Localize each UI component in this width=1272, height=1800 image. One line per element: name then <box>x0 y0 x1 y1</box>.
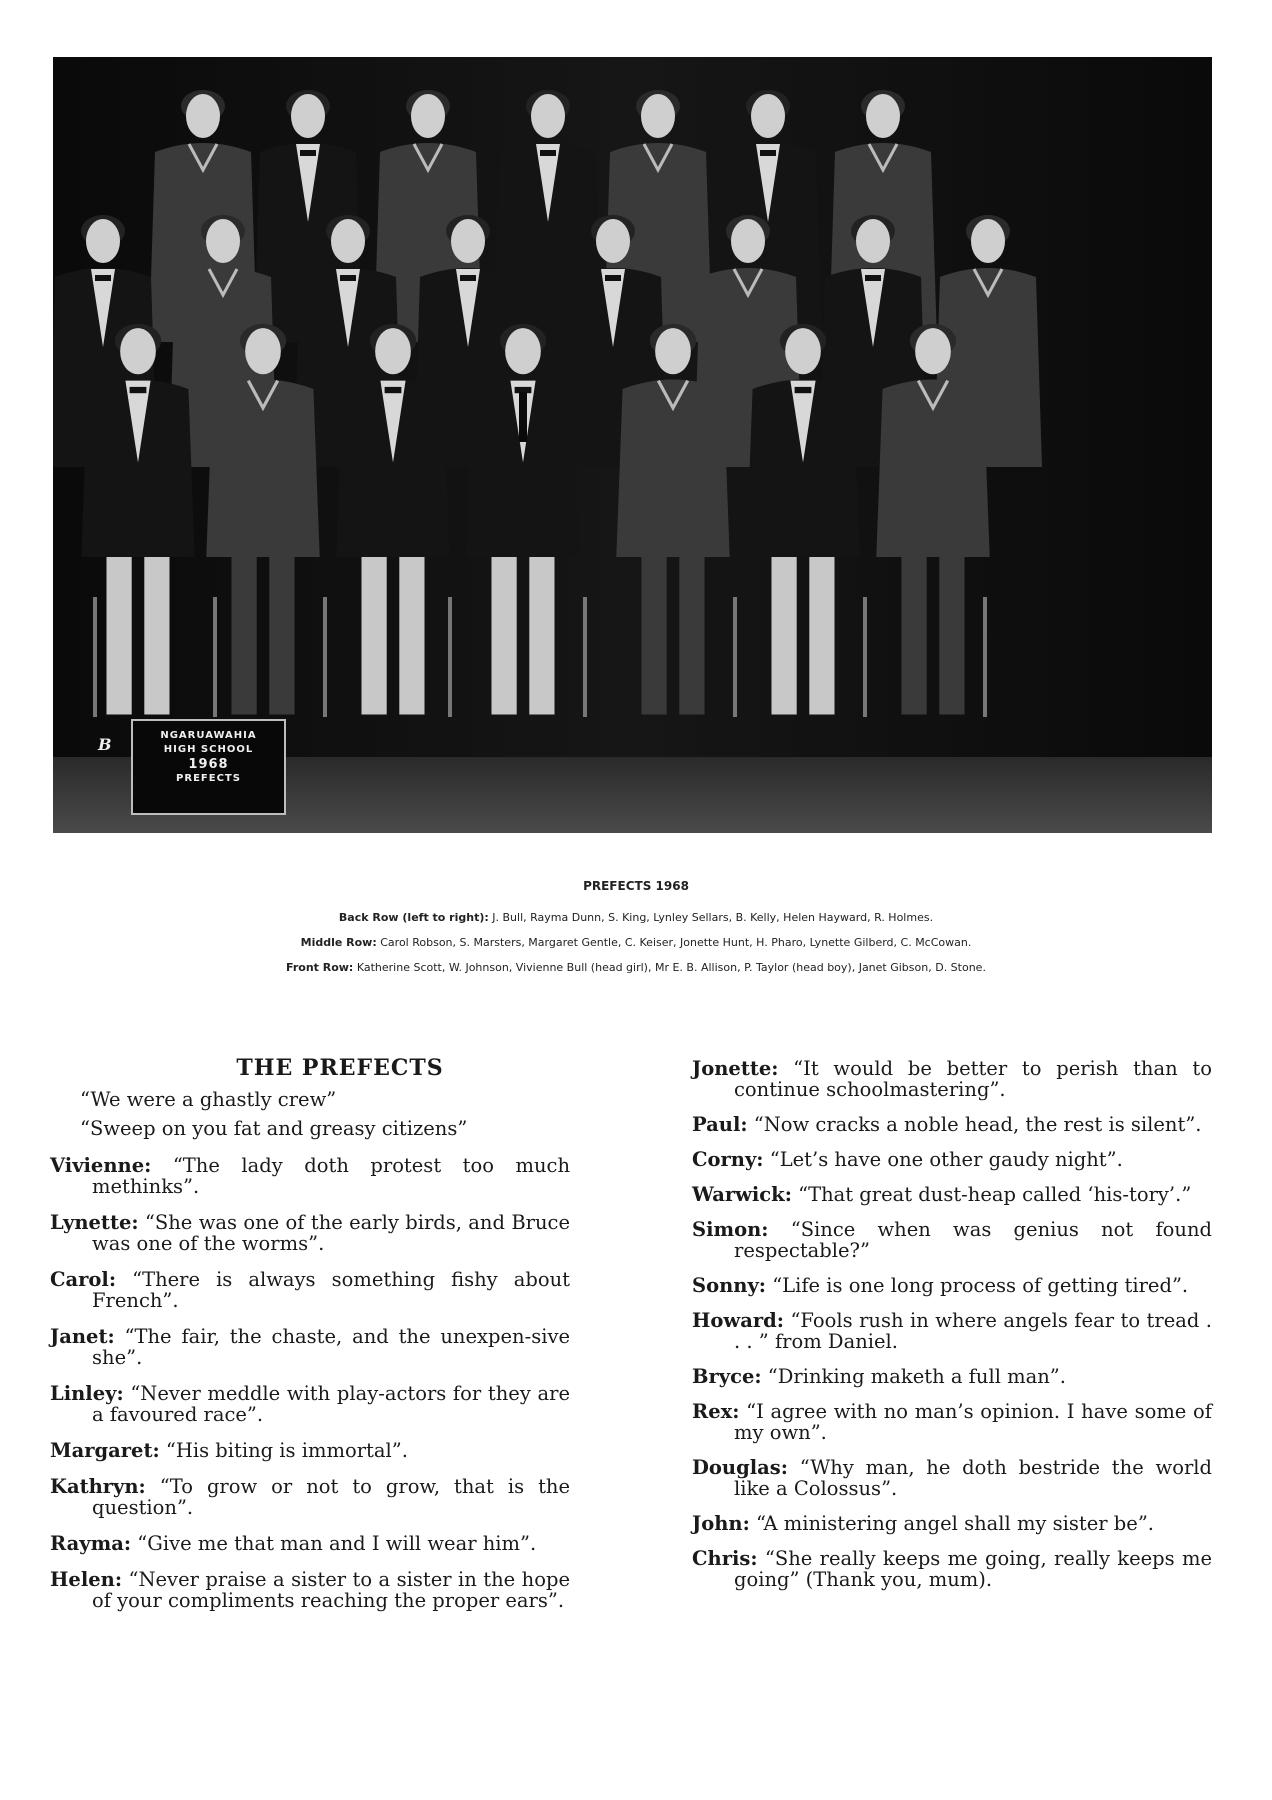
prefect-name: Howard: <box>692 1309 784 1332</box>
caption-row-names: Carol Robson, S. Marsters, Margaret Gentle, C. Keiser, Jonette Hunt, H. Pharo, Lynette Gilberd, C. McCowan. <box>380 936 972 949</box>
prefect-quote: “Now cracks a noble head, the rest is silent”. <box>753 1113 1202 1136</box>
caption-front-row <box>0 961 1272 974</box>
caption-row-label: Middle Row: <box>300 936 377 949</box>
prefect-quote-entry <box>50 1440 570 1461</box>
prefect-name: Linley: <box>50 1382 124 1405</box>
person-leg <box>939 557 964 715</box>
person-face <box>86 219 120 263</box>
prefect-quote: “The fair, the chaste, and the unexpen-sive she”. <box>92 1325 570 1369</box>
caption-back-row <box>0 911 1272 924</box>
prefect-quote: “His biting is immortal”. <box>165 1439 408 1462</box>
person-leg <box>772 557 797 715</box>
sign-line: NGARUAWAHIA <box>160 730 257 741</box>
bow-tie <box>540 150 556 156</box>
school-sign-board <box>131 719 286 815</box>
caption-row-names: J. Bull, Rayma Dunn, S. King, Lynley Sellars, B. Kelly, Helen Hayward, R. Holmes. <box>492 911 934 924</box>
person-face <box>186 94 220 138</box>
prefect-quote: “A ministering angel shall my sister be”. <box>756 1512 1154 1535</box>
prefect-quote: “Never praise a sister to a sister in the hope of your compliments reaching the proper ears”. <box>92 1568 570 1612</box>
person-face <box>206 219 240 263</box>
person-face <box>866 94 900 138</box>
person-face <box>505 328 541 374</box>
bow-tie <box>605 275 621 281</box>
prefect-quote: “Life is one long process of getting tired”. <box>772 1274 1189 1297</box>
chair-leg <box>93 597 97 717</box>
chair-leg <box>983 597 987 717</box>
group-photo-illustration <box>53 57 1212 833</box>
person-face <box>731 219 765 263</box>
prefect-quote: “Let’s have one other gaudy night”. <box>769 1148 1123 1171</box>
chair-leg <box>213 597 217 717</box>
person-face <box>331 219 365 263</box>
bow-tie <box>95 275 111 281</box>
prefect-name: Lynette: <box>50 1211 139 1234</box>
person-face <box>751 94 785 138</box>
prefect-quote-entry <box>692 1366 1212 1387</box>
prefect-quote-entry <box>50 1212 570 1254</box>
prefect-quote-entry <box>692 1513 1212 1534</box>
person-face <box>641 94 675 138</box>
sign-line: HIGH SCHOOL <box>163 744 254 755</box>
person-face <box>531 94 565 138</box>
person-leg <box>902 557 927 715</box>
prefect-name: Kathryn: <box>50 1475 146 1498</box>
person-face <box>411 94 445 138</box>
bow-tie <box>460 275 476 281</box>
prefect-quote: “There is always something fishy about French”. <box>92 1268 570 1312</box>
prefect-name: Helen: <box>50 1568 123 1591</box>
prefect-name: John: <box>692 1512 750 1535</box>
bow-tie <box>385 387 402 393</box>
prefect-quote-entry <box>50 1269 570 1311</box>
person-leg <box>492 557 517 715</box>
article-motto: “Sweep on you fat and greasy citizens” <box>80 1117 468 1140</box>
prefect-quote-entry <box>692 1548 1212 1590</box>
chair-leg <box>733 597 737 717</box>
person-face <box>915 328 951 374</box>
bow-tie <box>795 387 812 393</box>
prefect-quote-entry <box>50 1155 570 1197</box>
prefect-quote: “It would be better to perish than to continue schoolmastering”. <box>734 1057 1212 1101</box>
prefect-quote: “That great dust-heap called ‘his-tory’.” <box>798 1183 1192 1206</box>
person-leg <box>642 557 667 715</box>
person-leg <box>399 557 424 715</box>
bow-tie <box>300 150 316 156</box>
prefect-quote: “Drinking maketh a full man”. <box>767 1365 1066 1388</box>
prefect-quote-entry <box>50 1569 570 1611</box>
person-leg <box>144 557 169 715</box>
prefect-name: Janet: <box>50 1325 115 1348</box>
prefect-name: Sonny: <box>692 1274 766 1297</box>
chair-leg <box>448 597 452 717</box>
prefect-quote-entry <box>50 1326 570 1368</box>
caption-row-label: Back Row (left to right): <box>338 911 489 924</box>
prefect-name: Warwick: <box>692 1183 792 1206</box>
prefect-name: Corny: <box>692 1148 764 1171</box>
prefect-quote-entry <box>692 1219 1212 1261</box>
person-leg <box>529 557 554 715</box>
prefect-quote-entry <box>692 1401 1212 1443</box>
prefect-name: Rayma: <box>50 1532 132 1555</box>
person-face <box>596 219 630 263</box>
person-face <box>655 328 691 374</box>
prefect-quote: “Why man, he doth bestride the world like a Colossus”. <box>734 1456 1212 1500</box>
prefect-quote-entry <box>50 1383 570 1425</box>
prefect-name: Simon: <box>692 1218 769 1241</box>
prefect-name: Chris: <box>692 1547 758 1570</box>
prefect-quote: “To grow or not to grow, that is the question”. <box>92 1475 571 1519</box>
person-face <box>375 328 411 374</box>
prefect-name: Bryce: <box>692 1365 762 1388</box>
prefect-quote: “Give me that man and I will wear him”. <box>137 1532 537 1555</box>
prefect-quote-entry <box>692 1114 1212 1135</box>
prefect-quote: “The lady doth protest too much methinks”. <box>92 1154 571 1198</box>
prefect-name: Paul: <box>692 1113 748 1136</box>
article-motto: “We were a ghastly crew” <box>80 1088 337 1111</box>
person-leg <box>232 557 257 715</box>
person-face <box>245 328 281 374</box>
prefect-name: Vivienne: <box>50 1154 152 1177</box>
prefect-name: Rex: <box>692 1400 740 1423</box>
caption-row-names: Katherine Scott, W. Johnson, Vivienne Bull (head girl), Mr E. B. Allison, P. Taylor (head boy), Janet Gibson, D. Stone. <box>356 961 986 974</box>
prefect-name: Carol: <box>50 1268 117 1291</box>
article-left-column <box>50 1055 571 1626</box>
article-heading: THE PREFECTS <box>236 1055 444 1081</box>
caption-row-label: Front Row: <box>286 961 354 974</box>
photo-caption-title: PREFECTS 1968 <box>583 879 689 893</box>
bow-tie <box>130 387 147 393</box>
bow-tie <box>865 275 881 281</box>
bow-tie <box>340 275 356 281</box>
prefect-quote-entry <box>50 1476 570 1518</box>
prefect-quote: “She was one of the early birds, and Bruce was one of the worms”. <box>92 1211 570 1255</box>
prefect-quote-entry <box>50 1533 570 1554</box>
person-face <box>785 328 821 374</box>
person-leg <box>809 557 834 715</box>
prefect-quote-entry <box>692 1149 1212 1170</box>
caption-middle-row <box>0 936 1272 949</box>
prefect-quote: “Fools rush in where angels fear to tread . . . ” from Daniel. <box>734 1309 1213 1353</box>
person-face <box>291 94 325 138</box>
chair-leg <box>323 597 327 717</box>
person-leg <box>107 557 132 715</box>
prefect-quote-entry <box>692 1275 1212 1296</box>
prefect-quote-entry <box>692 1310 1212 1352</box>
prefect-name: Margaret: <box>50 1439 160 1462</box>
prefect-quote-entry <box>692 1058 1212 1100</box>
prefect-quote: “Since when was genius not found respectable?” <box>734 1218 1213 1262</box>
article-right-column <box>692 1058 1212 1604</box>
person-face <box>856 219 890 263</box>
sign-year: 1968 <box>188 757 229 772</box>
prefect-quote: “I agree with no man’s opinion. I have some of my own”. <box>734 1400 1213 1444</box>
prefect-quote: “Never meddle with play-actors for they are a favoured race”. <box>92 1382 570 1426</box>
chair-leg <box>863 597 867 717</box>
prefect-name: Douglas: <box>692 1456 788 1479</box>
person-leg <box>679 557 704 715</box>
photographer-mark: B <box>98 735 112 754</box>
group-photo <box>53 57 1212 833</box>
person-leg <box>269 557 294 715</box>
person-face <box>120 328 156 374</box>
person-face <box>971 219 1005 263</box>
person-face <box>451 219 485 263</box>
teacher-tie <box>519 392 527 442</box>
prefect-quote-entry <box>692 1184 1212 1205</box>
prefect-quote-entry <box>692 1457 1212 1499</box>
prefect-name: Jonette: <box>692 1057 779 1080</box>
bow-tie <box>760 150 776 156</box>
sign-line: PREFECTS <box>176 773 241 784</box>
prefect-quote: “She really keeps me going, really keeps me going” (Thank you, mum). <box>734 1547 1212 1591</box>
person-leg <box>362 557 387 715</box>
chair-leg <box>583 597 587 717</box>
